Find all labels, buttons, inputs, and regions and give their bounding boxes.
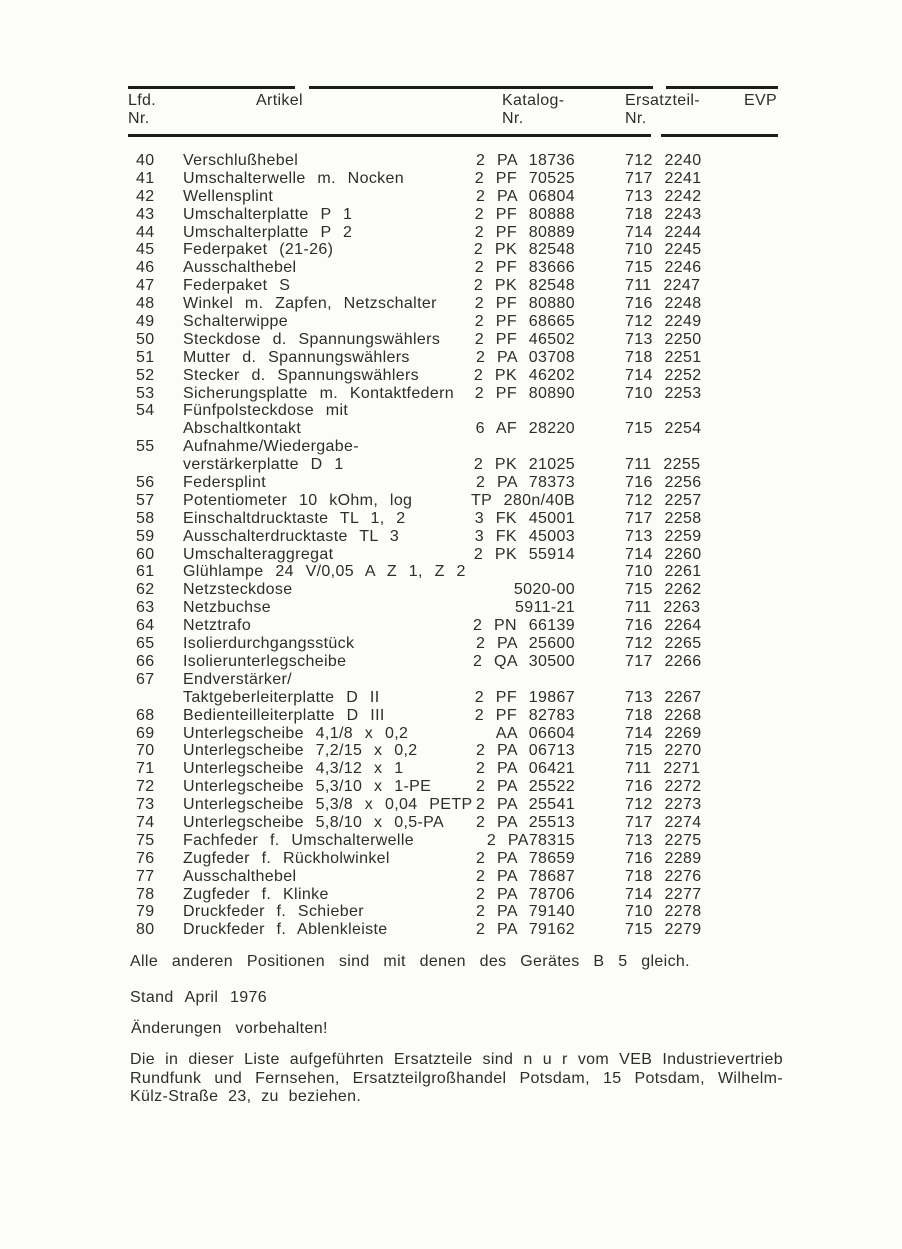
row-artikel: Unterlegscheibe 5,3/10 x 1-PE [183,778,432,796]
row-artikel: Endverstärker/ [183,670,292,688]
table-row [0,259,902,277]
row-lfd-nr: 63 [136,599,155,617]
header-bottom-rule-segment [128,134,651,137]
row-lfd-nr: 70 [136,742,155,760]
row-lfd-nr: 49 [136,313,155,331]
table-row [0,921,902,939]
row-katalog-nr: 2 PK 82548 [473,277,575,295]
row-ersatzteil-nr: 718 2268 [625,706,702,724]
row-katalog-nr: 2 PK 82548 [473,241,575,259]
row-artikel: Abschaltkontakt [183,420,302,438]
row-ersatzteil-nr: 713 2250 [625,330,702,348]
row-artikel: Unterlegscheibe 4,1/8 x 0,2 [183,724,409,742]
row-artikel: Potentiometer 10 kOhm, log [183,491,413,509]
row-lfd-nr: 67 [136,670,155,688]
row-katalog-nr: 5911-21 [515,599,575,617]
row-lfd-nr [136,420,183,438]
row-katalog-nr: 2 PF 80880 [474,295,575,313]
row-artikel: Bedienteilleiterplatte D III [183,706,385,724]
row-artikel: Druckfeder f. Schieber [183,903,364,921]
column-header-ersatzteil-line2: Nr. [625,110,647,127]
row-artikel: Fünfpolsteckdose mit [183,402,349,420]
row-ersatzteil-nr: 713 2267 [625,688,702,706]
row-ersatzteil-nr: 714 2244 [625,223,702,241]
table-row [0,528,902,546]
row-lfd-nr: 55 [136,438,155,456]
table-row [0,760,902,778]
row-ersatzteil-nr: 711 2255 [625,456,701,474]
row-artikel: Umschalterwelle m. Nocken [183,169,405,187]
row-katalog-nr: 2 PA 06804 [475,187,575,205]
row-lfd-nr: 78 [136,885,155,903]
row-lfd-nr: 77 [136,867,155,885]
table-row [0,170,902,188]
table-row [0,850,902,868]
table-row [0,563,902,581]
row-ersatzteil-nr: 715 2279 [625,921,702,939]
row-artikel: Unterlegscheibe 5,8/10 x 0,5-PA [183,813,445,831]
row-lfd-nr: 40 [136,152,155,169]
row-lfd-nr: 56 [136,474,155,492]
row-katalog-nr: 2 PF 68665 [474,313,575,331]
row-ersatzteil-nr: 716 2272 [625,778,702,796]
row-lfd-nr: 61 [136,563,155,581]
row-ersatzteil-nr: 713 2242 [625,187,702,205]
row-lfd-nr: 75 [136,831,155,849]
row-ersatzteil-nr: 711 2247 [625,277,701,295]
row-katalog-nr: 2 PA 06713 [475,742,575,760]
table-row [0,241,902,259]
table-row [0,653,902,671]
row-ersatzteil-nr: 716 2289 [625,849,702,867]
row-ersatzteil-nr: 718 2276 [625,867,702,885]
row-ersatzteil-nr: 715 2246 [625,259,702,277]
row-lfd-nr: 71 [136,760,155,778]
row-ersatzteil-nr: 717 2241 [625,169,702,187]
row-artikel: Sicherungsplatte m. Kontaktfedern [183,384,455,402]
row-artikel: verstärkerplatte D 1 [183,456,344,474]
row-artikel: Netzbuchse [183,599,271,617]
column-header-artikel: Artikel [256,92,303,109]
row-ersatzteil-nr: 715 2254 [625,420,702,438]
row-ersatzteil-nr: 718 2243 [625,205,702,223]
table-row [0,832,902,850]
column-header-lfd-nr [128,92,156,128]
row-lfd-nr: 45 [136,241,155,259]
table-row [0,725,902,743]
table-row [0,188,902,206]
row-katalog-nr: 3 FK 45003 [474,527,575,545]
table-row [0,492,902,510]
row-katalog-nr: 5020-00 [513,581,575,599]
row-artikel: Schalterwippe [183,313,289,331]
table-row [0,635,902,653]
row-lfd-nr: 46 [136,259,155,277]
row-artikel: Isolierunterlegscheibe [183,652,347,670]
row-lfd-nr: 60 [136,545,155,563]
row-katalog-nr: 2 PN 66139 [472,617,575,635]
row-katalog-nr: 2 PF 80888 [474,205,575,223]
row-katalog-nr: 6 AF 28220 [475,420,575,438]
header-top-rule-segment [666,86,778,89]
row-ersatzteil-nr: 716 2256 [625,474,702,492]
row-ersatzteil-nr: 710 2253 [625,384,702,402]
row-lfd-nr: 74 [136,813,155,831]
table-row [0,778,902,796]
row-lfd-nr: 58 [136,509,155,527]
table-row [0,349,902,367]
note-source-line2: Rundfunk und Fernsehen, Ersatzteilgroßhandel Potsdam, 15 Potsdam, Wilhelm- [130,1069,783,1087]
note-source [130,1051,783,1107]
table-row [0,313,902,331]
row-ersatzteil-nr: 713 2259 [625,527,702,545]
row-katalog-nr: 2 QA 30500 [472,652,575,670]
row-katalog-nr: AA 06604 [495,724,575,742]
row-artikel: Isolierdurchgangsstück [183,635,355,653]
row-artikel: Federpaket S [183,277,291,295]
row-lfd-nr: 66 [136,652,155,670]
row-katalog-nr: 2 PA 06421 [475,760,575,778]
row-lfd-nr: 68 [136,706,155,724]
table-row [0,331,902,349]
row-katalog-nr: 2 PF 46502 [474,330,575,348]
row-katalog-nr: 2 PF 83666 [474,259,575,277]
row-artikel: Federpaket (21-26) [183,241,334,259]
row-lfd-nr: 62 [136,581,155,599]
row-artikel: Taktgeberleiterplatte D II [183,688,380,706]
row-lfd-nr: 65 [136,635,155,653]
table-row [0,474,902,492]
row-katalog-nr [440,671,575,689]
row-katalog-nr: 2 PA 25541 [475,796,575,814]
row-ersatzteil-nr: 714 2260 [625,545,702,563]
column-header-lfd-line2: Nr. [128,110,150,127]
row-lfd-nr: 57 [136,491,155,509]
table-row [0,402,902,420]
row-ersatzteil-nr: 714 2252 [625,366,702,384]
row-katalog-nr: 2 PA 78687 [475,867,575,885]
row-katalog-nr: 2 PA78315 [486,831,575,849]
row-lfd-nr: 52 [136,366,155,384]
table-row [0,707,902,725]
table-row [0,599,902,617]
row-ersatzteil-nr: 710 2278 [625,903,702,921]
row-artikel: Winkel m. Zapfen, Netzschalter [183,295,437,313]
column-header-ersatzteil-line1: Ersatzteil- [625,92,700,109]
row-katalog-nr: 2 PA 78706 [475,885,575,903]
row-lfd-nr: 43 [136,205,155,223]
row-katalog-nr: 2 PF 82783 [474,706,575,724]
row-artikel: Mutter d. Spannungswählers [183,348,410,366]
table-row [0,456,902,474]
column-header-ersatzteil-nr [625,92,700,128]
table-row [0,868,902,886]
row-artikel: Stecker d. Spannungswählers [183,366,420,384]
row-ersatzteil-nr: 712 2249 [625,313,702,331]
table-row [0,886,902,904]
row-lfd-nr: 53 [136,384,155,402]
table-row [0,796,902,814]
row-ersatzteil-nr: 711 2263 [625,599,701,617]
row-lfd-nr: 69 [136,724,155,742]
row-artikel: Ausschalthebel [183,259,297,277]
row-lfd-nr: 44 [136,223,155,241]
row-katalog-nr: 2 PA 78659 [475,849,575,867]
row-artikel: Federsplint [183,474,266,492]
row-ersatzteil-nr: 714 2269 [625,724,702,742]
table-row [0,367,902,385]
row-artikel: Steckdose d. Spannungswählers [183,330,441,348]
row-ersatzteil-nr: 712 2257 [625,491,702,509]
row-katalog-nr: 2 PA 25600 [475,635,575,653]
row-katalog-nr: 2 PA 25522 [475,778,575,796]
row-lfd-nr: 80 [136,921,155,939]
row-artikel: Unterlegscheibe 5,3/8 x 0,04 PETP [183,796,473,814]
table-row [0,206,902,224]
row-artikel: Aufnahme/Wiedergabe- [183,438,359,456]
table-row [0,814,902,832]
row-katalog-nr [440,402,575,420]
column-header-lfd-line1: Lfd. [128,92,157,109]
row-artikel: Umschalterplatte P 1 [183,205,353,223]
row-lfd-nr: 41 [136,169,155,187]
row-ersatzteil-nr: 712 2240 [625,152,702,169]
row-artikel: Glühlampe 24 V/0,05 A Z 1, Z 2 [183,563,466,581]
row-ersatzteil-nr: 715 2262 [625,581,702,599]
row-artikel: Ausschalterdrucktaste TL 3 [183,527,400,545]
row-katalog-nr: 2 PF 19867 [474,688,575,706]
row-katalog-nr [440,438,575,456]
row-artikel: Umschalterplatte P 2 [183,223,353,241]
row-lfd-nr: 72 [136,778,155,796]
header-top-rule-segment [128,86,295,89]
table-row [0,510,902,528]
table-row [0,295,902,313]
column-header-katalog-line2: Nr. [502,110,524,127]
row-ersatzteil-nr: 717 2258 [625,509,702,527]
row-artikel: Zugfeder f. Rückholwinkel [183,849,390,867]
row-lfd-nr: 59 [136,527,155,545]
row-artikel: Netztrafo [183,617,252,635]
table-row [0,224,902,242]
row-ersatzteil-nr: 711 2271 [625,760,701,778]
row-ersatzteil-nr: 712 2265 [625,635,702,653]
table-row [0,385,902,403]
table-row [0,689,902,707]
row-lfd-nr: 73 [136,796,155,814]
row-katalog-nr: 2 PA 79162 [475,921,575,939]
row-ersatzteil-nr: 710 2245 [625,241,702,259]
row-lfd-nr: 42 [136,187,155,205]
table-row [0,903,902,921]
note-b5: Alle anderen Positionen sind mit denen des Gerätes B 5 gleich. [130,953,690,970]
row-katalog-nr: 2 PK 46202 [473,366,575,384]
row-lfd-nr: 48 [136,295,155,313]
table-row [0,581,902,599]
table-row [0,742,902,760]
row-katalog-nr: 2 PA 25513 [475,813,575,831]
row-lfd-nr: 64 [136,617,155,635]
column-header-katalog-line1: Katalog- [502,92,565,109]
row-artikel: Zugfeder f. Klinke [183,885,329,903]
note-source-line3: Külz-Straße 23, zu beziehen. [130,1088,362,1105]
row-ersatzteil-nr: 716 2264 [625,617,702,635]
row-artikel: Druckfeder f. Ablenkleiste [183,921,388,939]
row-lfd-nr: 76 [136,849,155,867]
row-katalog-nr [440,563,575,581]
column-header-evp: EVP [744,92,778,109]
row-katalog-nr: 2 PF 80890 [474,384,575,402]
row-ersatzteil-nr: 714 2277 [625,885,702,903]
row-artikel: Umschalteraggregat [183,545,334,563]
table-row [0,420,902,438]
row-katalog-nr: 2 PK 21025 [473,456,575,474]
row-lfd-nr [136,689,183,707]
row-ersatzteil-nr: 712 2273 [625,796,702,814]
header-bottom-rule-segment [661,134,778,137]
row-ersatzteil-nr: 713 2275 [625,831,702,849]
row-ersatzteil-nr: 717 2266 [625,652,702,670]
row-katalog-nr: 2 PK 55914 [473,545,575,563]
row-katalog-nr: 3 FK 45001 [474,509,575,527]
row-artikel: Unterlegscheibe 7,2/15 x 0,2 [183,742,418,760]
table-row [0,546,902,564]
row-lfd-nr: 79 [136,903,155,921]
row-artikel: Wellensplint [183,187,274,205]
row-katalog-nr: 2 PF 80889 [474,223,575,241]
parts-table-rows [0,152,902,939]
table-row [0,438,902,456]
row-artikel: Unterlegscheibe 4,3/12 x 1 [183,760,404,778]
row-ersatzteil-nr: 717 2274 [625,813,702,831]
note-changes: Änderungen vorbehalten! [131,1020,328,1037]
row-lfd-nr: 54 [136,402,155,420]
row-artikel: Netzsteckdose [183,581,293,599]
row-artikel: Ausschalthebel [183,867,297,885]
table-row [0,152,902,170]
row-ersatzteil-nr: 718 2251 [625,348,702,366]
table-row [0,277,902,295]
column-header-katalog-nr [502,92,564,128]
header-top-rule-segment [309,86,653,89]
row-artikel: Einschaltdrucktaste TL 1, 2 [183,509,406,527]
note-stand: Stand April 1976 [130,989,268,1006]
row-lfd-nr: 51 [136,348,155,366]
row-artikel: Verschlußhebel [183,152,299,169]
row-ersatzteil-nr: 710 2261 [625,563,702,581]
row-katalog-nr: 2 PA 18736 [475,152,575,169]
row-lfd-nr: 50 [136,330,155,348]
row-artikel: Fachfeder f. Umschalterwelle [183,831,414,849]
table-row [0,671,902,689]
note-source-line1: Die in dieser Liste aufgeführten Ersatzteile sind n u r vom VEB Industrievertrieb [130,1051,783,1068]
row-katalog-nr: 2 PA 78373 [475,474,575,492]
row-katalog-nr: 2 PF 70525 [474,169,575,187]
row-ersatzteil-nr: 716 2248 [625,295,702,313]
row-katalog-nr: TP 280n/40B [471,491,575,509]
row-ersatzteil-nr: 715 2270 [625,742,702,760]
row-katalog-nr: 2 PA 03708 [475,348,575,366]
row-katalog-nr: 2 PA 79140 [475,903,575,921]
row-lfd-nr [136,456,183,474]
row-lfd-nr: 47 [136,277,155,295]
table-row [0,617,902,635]
